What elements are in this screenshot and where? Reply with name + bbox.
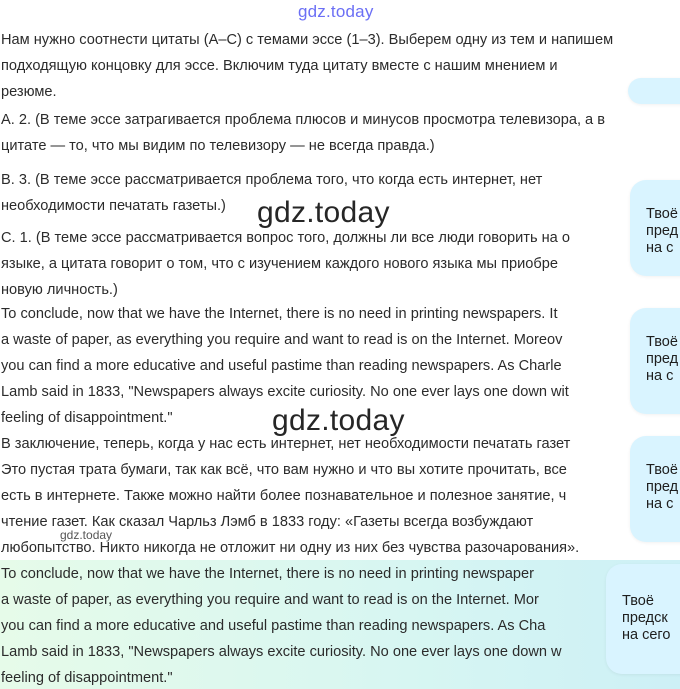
text-line: есть в интернете. Также можно найти более познавательное и полезное занятие, ч (1, 488, 567, 504)
text-line: резюме. (1, 84, 57, 100)
text-line: языке, а цитата говорит о том, что с изучением каждого нового языка мы приобре (1, 256, 558, 272)
watermark-small: gdz.today (60, 528, 113, 542)
card-line: Твоё (646, 462, 678, 478)
text-line: необходимости печатать газеты.) (1, 198, 226, 214)
prediction-card[interactable] (606, 564, 680, 674)
watermark-top: gdz.today (298, 2, 374, 21)
card-line: на сего (622, 627, 671, 643)
text-line: To conclude, now that we have the Internet, there is no need in printing newspaper (1, 566, 535, 582)
text-line: feeling of disappointment." (1, 410, 173, 426)
prediction-card[interactable] (630, 308, 680, 414)
text-line: a waste of paper, as everything you require and want to read is on the Internet. Moreov (1, 332, 563, 348)
card-line: на с (646, 496, 674, 512)
watermark-center-1: gdz.today (257, 196, 390, 229)
text-line: B. 3. (В теме эссе рассматривается проблема того, что когда есть интернет, нет (1, 172, 543, 188)
prediction-card-partial[interactable] (628, 78, 680, 104)
text-line: To conclude, now that we have the Internet, there is no need in printing newspapers. It (1, 306, 558, 322)
text-line: C. 1. (В теме эссе рассматривается вопрос того, должны ли все люди говорить на о (1, 230, 570, 246)
text-line: Нам нужно соотнести цитаты (A–C) с темами эссе (1–3). Выберем одну из тем и напишем (1, 32, 614, 48)
card-line: пред (646, 479, 679, 495)
text-line: A. 2. (В теме эссе затрагивается проблема плюсов и минусов просмотра телевизора, а в (1, 112, 605, 128)
card-line: пред (646, 223, 679, 239)
text-line: you can find a more educative and useful pastime than reading newspapers. As Cha (1, 618, 546, 634)
prediction-card[interactable] (630, 180, 680, 276)
card-line: Твоё (646, 206, 678, 222)
text-line: Lamb said in 1833, "Newspapers always excite curiosity. No one ever lays one down wit (1, 384, 569, 400)
text-line: feeling of disappointment." (1, 670, 173, 686)
text-line: Это пустая трата бумаги, так как всё, что вам нужно и что вы хотите прочитать, все (1, 462, 567, 478)
card-line: на с (646, 240, 674, 256)
text-line: a waste of paper, as everything you require and want to read is on the Internet. Mor (1, 592, 539, 608)
card-line: предск (622, 610, 668, 626)
text-line: цитате — то, что мы видим по телевизору — не всегда правда.) (1, 138, 435, 154)
card-line: на с (646, 368, 674, 384)
card-line: Твоё (646, 334, 678, 350)
prediction-card[interactable] (630, 436, 680, 542)
watermark-center-2: gdz.today (272, 404, 405, 437)
text-line: Lamb said in 1833, "Newspapers always excite curiosity. No one ever lays one down w (1, 644, 562, 660)
text-line: новую личность.) (1, 282, 118, 298)
text-line: you can find a more educative and useful pastime than reading newspapers. As Charle (1, 358, 562, 374)
card-line: пред (646, 351, 679, 367)
card-line: Твоё (622, 593, 654, 609)
text-line: любопытство. Никто никогда не отложит ни одну из них без чувства разочарования». (1, 540, 580, 556)
text-line: чтение газет. Как сказал Чарльз Лэмб в 1833 году: «Газеты всегда возбуждают (1, 514, 534, 530)
text-line: В заключение, теперь, когда у нас есть интернет, нет необходимости печатать газет (1, 436, 571, 452)
text-line: подходящую концовку для эссе. Включим туда цитату вместе с нашим мнением и (1, 58, 558, 74)
